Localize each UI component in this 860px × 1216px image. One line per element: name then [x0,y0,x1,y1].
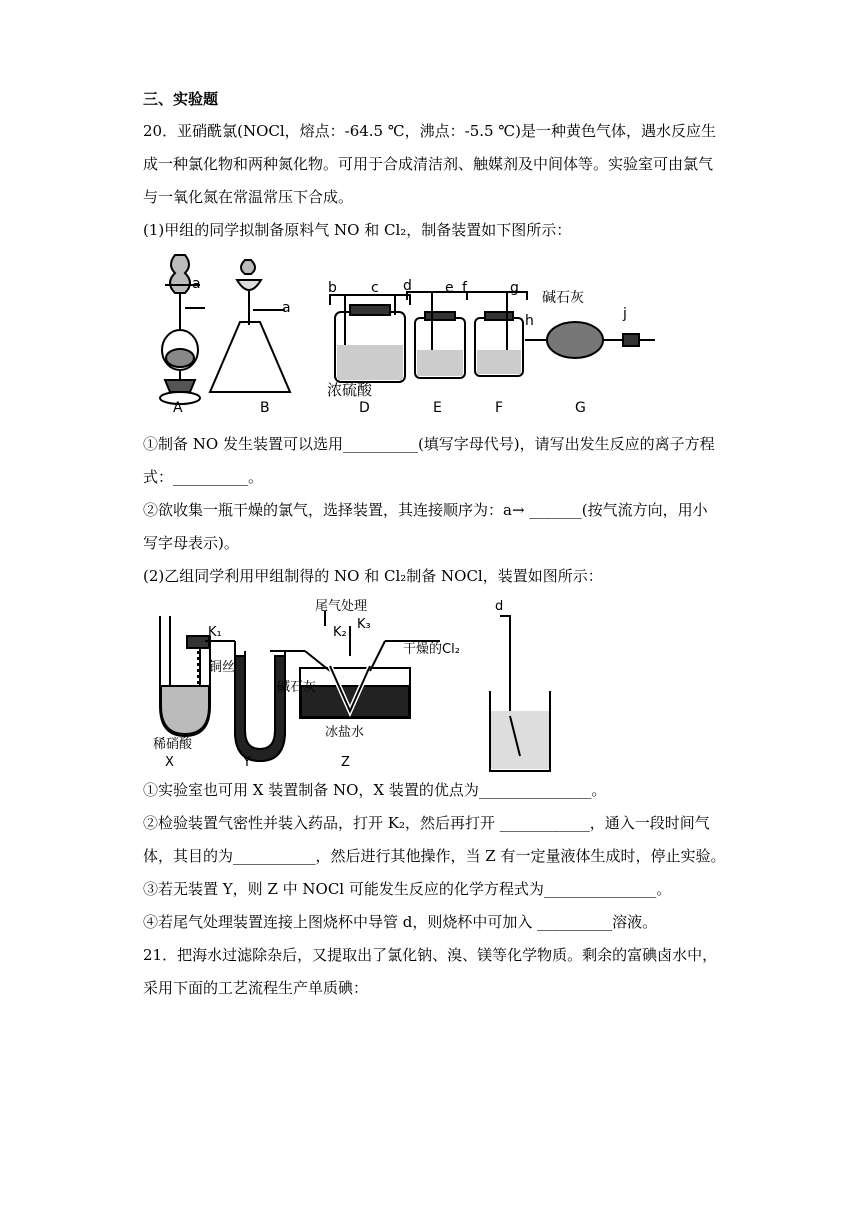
port-a-label-b: a [282,300,291,316]
label-f: F [495,400,504,416]
port-a-label: a [192,276,201,292]
label-a: A [173,400,183,416]
port-e-label: e [445,280,454,296]
apparatus-e [407,292,467,378]
conc-acid-label: 浓硫酸 [327,381,373,399]
q20-p2-line-5: ④若尾气处理装置连接上图烧杯中导管 d，则烧杯中可加入 __________溶液。 [143,913,658,931]
port-j-label: j [623,306,627,322]
k1-label: K₁ [208,625,222,640]
apparatus-figure-2 [145,596,625,774]
label-y: Y [243,755,251,770]
q20-p2-line-4: ③若无装置 Y，则 Z 中 NOCl 可能发生反应的化学方程式为_______________。 [143,880,672,898]
dry-cl2-label: 干燥的Cl₂ [403,642,460,657]
q20-p2-line-1: ①实验室也可用 X 装置制备 NO，X 装置的优点为_______________。 [143,781,607,799]
q20-p1-line-2: 式：__________。 [143,468,264,486]
q20-part1-intro: (1)甲组的同学拟制备原料气 NO 和 Cl₂，制备装置如下图所示： [143,221,572,239]
apparatus-d [330,295,410,382]
port-f-label: f [462,280,467,296]
q20-line-2: 成一种氯化物和两种氮化物。可用于合成清洁剂、触媒剂及中间体等。实验室可由氯气 [143,155,714,173]
soda-lime-label-2: 碱石灰 [277,680,317,695]
q20-line-3: 与一氧化氮在常温常压下合成。 [143,188,354,206]
section-title: 三、实验题 [143,90,219,108]
q20-p2-line-2: ②检验装置气密性并装入药品，打开 K₂，然后再打开 ____________，通入一段时间气 [143,814,710,832]
port-d-label: d [403,278,412,294]
q20-line-1: 20．亚硝酰氯(NOCl，熔点：-64.5 ℃，沸点：-5.5 ℃)是一种黄色气体，遇水反应生 [143,122,716,140]
port-h-label: h [525,313,534,329]
k2-label: K₂ [333,625,347,640]
q21-line-1: 21．把海水过滤除杂后，又提取出了氯化钠、溴、镁等化学物质。剩余的富碘卤水中， [143,946,718,964]
label-d: D [359,400,370,416]
apparatus-f [467,292,527,376]
apparatus-b [210,260,290,392]
apparatus-figure-1 [145,250,665,420]
label-g: G [575,400,586,416]
port-g-label: g [510,280,519,296]
beaker [490,616,550,771]
soda-lime-label: 碱石灰 [542,290,584,306]
tube-d-label: d [495,599,504,614]
label-b: B [260,400,270,416]
copper-label: 铜丝 [209,660,236,675]
port-c-label: c [371,280,379,296]
dilute-acid-label: 稀硝酸 [153,737,193,752]
label-z: Z [341,755,350,770]
apparatus-x [160,616,235,736]
port-b-label: b [328,280,337,296]
label-e: E [433,400,442,416]
q20-p2-line-3: 体，其目的为___________，然后进行其他操作，当 Z 有一定量液体生成时，停止实验。 [143,847,726,865]
tail-gas-label: 尾气处理 [315,599,368,614]
q20-p1-line-1: ①制备 NO 发生装置可以选用__________(填写字母代号)，请写出发生反应的离子方程 [143,435,715,453]
q21-line-2: 采用下面的工艺流程生产单质碘： [143,979,369,997]
ice-salt-label: 冰盐水 [325,725,365,740]
q20-part2-intro: (2)乙组同学利用甲组制得的 NO 和 Cl₂制备 NOCl，装置如图所示： [143,567,603,585]
k3-label: K₃ [357,617,371,632]
q20-p1-line-3: ②欲收集一瓶干燥的氯气，选择装置，其连接顺序为：a→ _______(按气流方向，用小 [143,501,708,519]
q20-p1-line-4: 写字母表示)。 [143,534,239,552]
apparatus-g [525,322,655,358]
label-x: X [165,755,174,770]
